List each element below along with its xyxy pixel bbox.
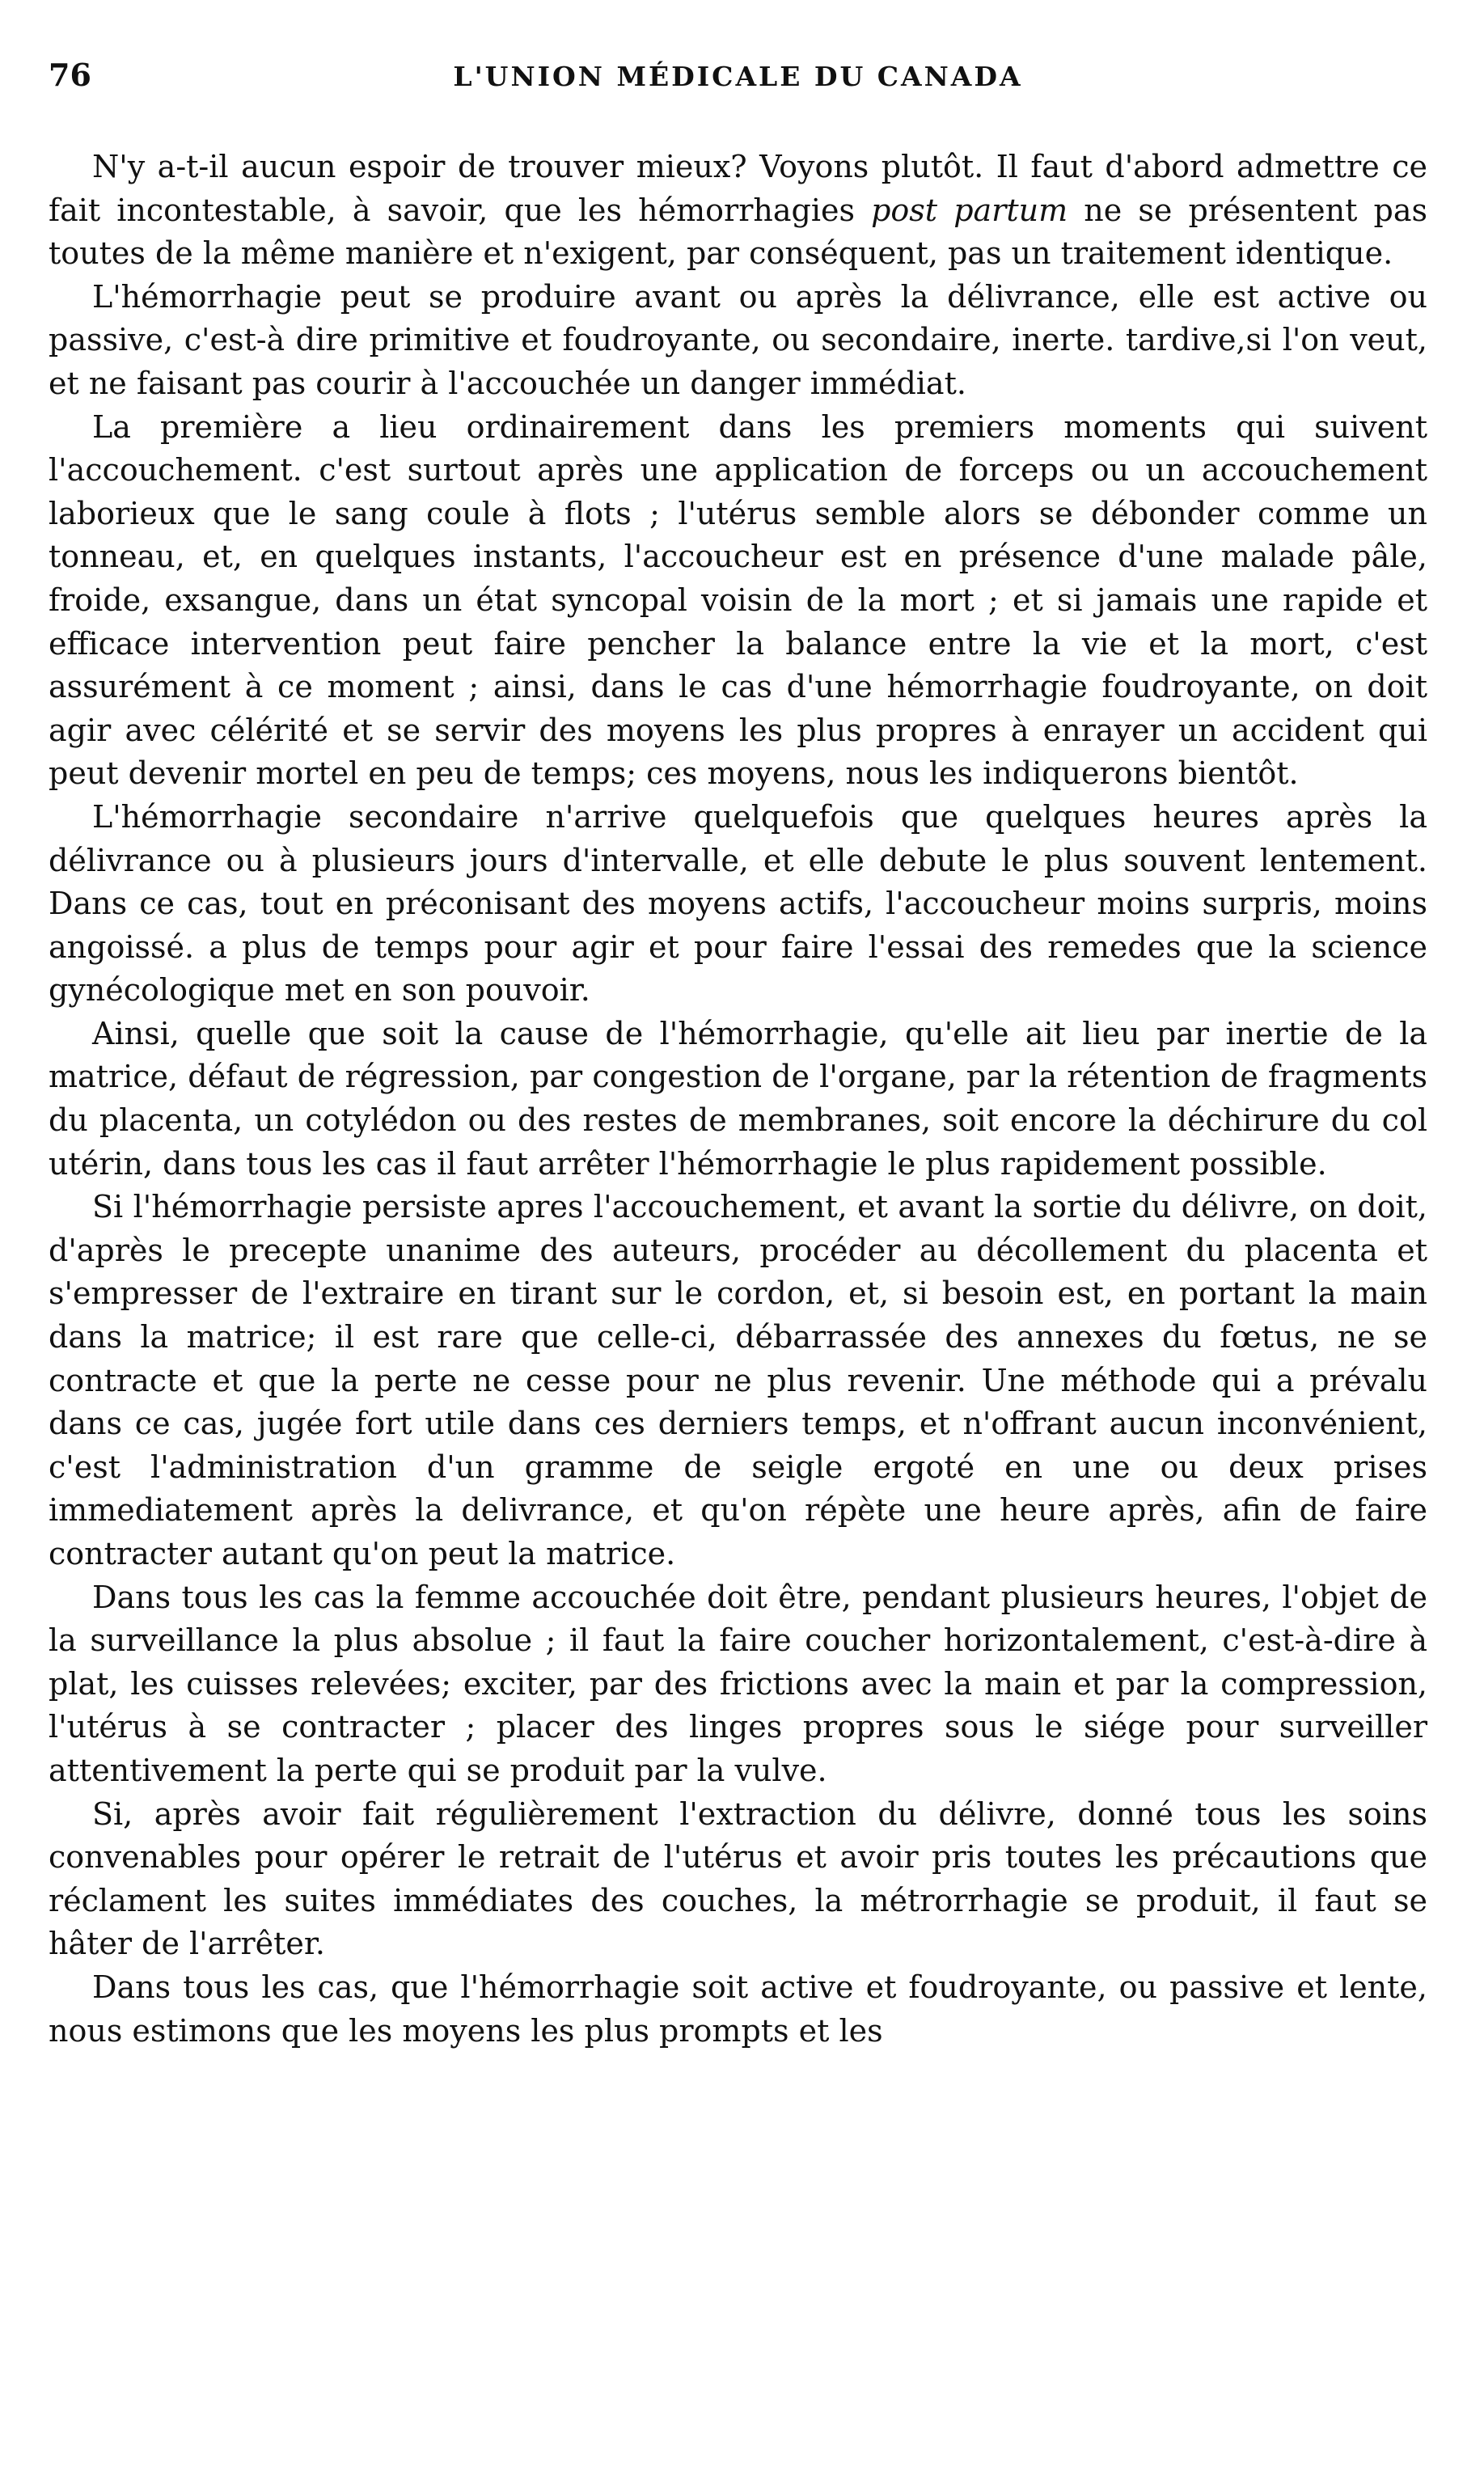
paragraph: La première a lieu ordinairement dans les premiers moments qui suivent l'accouchement. c'est surtout après une application de forceps ou un accouchement laborieux que le sang coule à flots ; l'utérus semble alors se débonder comme un tonneau, et, en quelques instants, l'accoucheur est en présence d'une malade pâle, froide, exsangue, dans un état syncopal voisin de la mort ; et si jamais une rapide et efficace intervention peut faire pencher la balance entre la vie et la mort, c'est assurément à ce moment ; ainsi, dans le cas d'une hémorrhagie foudroyante, on doit agir avec célérité et se servir des moyens les plus propres à enrayer un accident qui peut devenir mortel en peu de temps; ces moyens, nous les indiquerons bientôt. xyxy=(49,408,1427,792)
paragraph-text: ne se présentent pas toutes de la même manière et n'exigent, par conséquent, pas un traitement identique. xyxy=(49,192,1427,272)
paragraph xyxy=(49,146,1427,276)
paragraph-text: N'y a-t-il aucun espoir de trouver mieux? Voyons plutôt. Il faut d'abord admettre ce fait incontestable, à savoir, que les hémorrhagies xyxy=(49,149,1427,228)
page-number: 76 xyxy=(49,57,91,93)
article-body xyxy=(49,146,1427,2053)
paragraph: L'hémorrhagie secondaire n'arrive quelquefois que quelques heures après la délivrance ou à plusieurs jours d'intervalle, et elle debute le plus souvent lentement. Dans ce cas, tout en préconisant des moyens actifs, l'accoucheur moins surpris, moins angoissé. a plus de temps pour agir et pour faire l'essai des remedes que la science gynécologique met en son pouvoir. xyxy=(49,798,1427,1009)
paragraph: Dans tous les cas, que l'hémorrhagie soit active et foudroyante, ou passive et lente, nous estimons que les moyens les plus prompts et les xyxy=(49,1969,1427,2049)
paragraph: Si l'hémorrhagie persiste apres l'accouchement, et avant la sortie du délivre, on doit, d'après le precepte unanime des auteurs, procéder au décollement du placenta et s'empresser de l'extraire en tirant sur le cordon, et, si besoin est, en portant la main dans la matrice; il est rare que celle-ci, débarrassée des annexes du fœtus, ne se contracte et que la perte ne cesse pour ne plus revenir. Une méthode qui a prévalu dans ce cas, jugée fort utile dans ces derniers temps, et n'offrant aucun inconvénient, c'est l'administration d'un gramme de seigle ergoté en une ou deux prises immediatement après la delivrance, et qu'on répète une heure après, afin de faire contracter autant qu'on peut la matrice. xyxy=(49,1189,1427,1571)
paragraph: Dans tous les cas la femme accouchée doit être, pendant plusieurs heures, l'objet de la surveillance la plus absolue ; il faut la faire coucher horizontalement, c'est-à-dire à plat, les cuisses relevées; exciter, par des frictions avec la main et par la compression, l'utérus à se contracter ; placer des linges propres sous le siége pour surveiller attentivement la perte qui se produit par la vulve. xyxy=(49,1579,1427,1788)
page-header xyxy=(49,57,1427,113)
paragraph: L'hémorrhagie peut se produire avant ou après la délivrance, elle est active ou passive, c'est-à dire primitive et foudroyante, ou secondaire, inerte. tardive,si l'on veut, et ne faisant pas courir à l'accouchée un danger immédiat. xyxy=(49,278,1427,401)
paragraph: Si, après avoir fait régulièrement l'extraction du délivre, donné tous les soins convenables pour opérer le retrait de l'utérus et avoir pris toutes les précautions que réclament les suites immédiates des couches, la métrorrhagie se produit, il faut se hâter de l'arrêter. xyxy=(49,1795,1427,1962)
running-title: L'UNION MÉDICALE DU CANADA xyxy=(453,61,1023,92)
italic-phrase: post partum xyxy=(871,192,1068,228)
paragraph: Ainsi, quelle que soit la cause de l'hémorrhagie, qu'elle ait lieu par inertie de la matrice, défaut de régression, par congestion de l'organe, par la rétention de fragments du placenta, un cotylédon ou des restes de membranes, soit encore la déchirure du col utérin, dans tous les cas il faut arrêter l'hémorrhagie le plus rapidement possible. xyxy=(49,1015,1427,1182)
journal-page xyxy=(49,57,1427,2053)
